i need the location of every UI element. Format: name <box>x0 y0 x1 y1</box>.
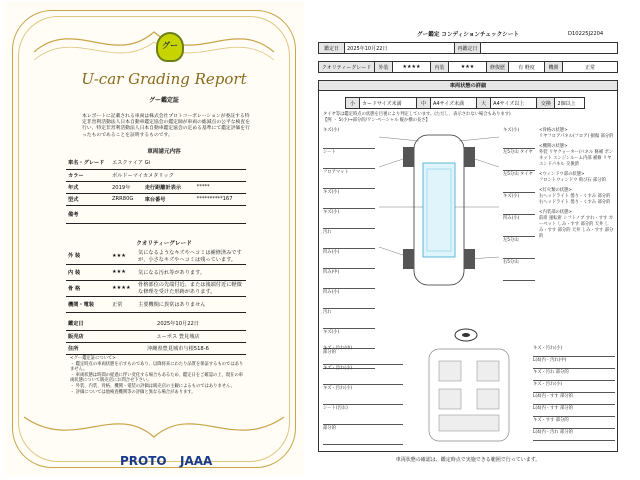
car-top-view-diagram <box>379 127 499 297</box>
steering-wheel-icon <box>453 327 479 343</box>
table-row: カラー ボルドーマイカメタリック <box>66 169 246 181</box>
certificate-notes: <グー鑑定証について> ・ 鑑定時点の車両状態を示すものであり、以降将来にわたり品質を保証するものではありません。 ・ 車両状態は時間の経過に伴い変化する場合もあるため、鑑定日をご確認の上、現在の車両状態について販売店にお問合せ下さい。 ・ 外装、内装、骨格、機関・電装の評価は販売店の主観によるものではありません。 ・ 評価については他検査機関等の評価と異なる場合があります。 <box>70 356 244 395</box>
table-row: 型式 ZRR80G 車台番号 **********167 <box>66 193 246 205</box>
interior-right-labels: キズ・汚れ(小) L(4)内・汚れ(中) キズ・汚れ 部分的 キズ・汚れ(小) L(4)内・すす 部分的 L(4)内・すす 部分的 キズ・すす 部分的 L(4)内・汚れ 部分的 <box>533 345 615 441</box>
table-row: 鑑定日 2025年10月22日 <box>66 318 246 330</box>
certificate-title: U-car Grading Report <box>81 70 247 88</box>
quality-section-title: クオリティーグレード <box>136 241 192 247</box>
table-row: 年式 2019年 走行距離計表示 ***** <box>66 181 246 193</box>
condition-side-notes: <骨格の状態> リヤフロアパネル(フロア) 損傷 部分的 <機関の状態> 外装 リヤクォーター/パネル 修補 ボンネット エンジンルーム内部 補修 リヤエンドパネル 交換済 <ウィンドウ部の状態> フロントウィンドウ 飛び石 部分的 <灯火類の状態> 右ヘッドライト 曇り・くすみ 部分的 右ヘッドライト 曇り・くすみ 部分的 <内装部の状態> 前席 運転席 シフトノブ すれ・すす カーペット しみ・すす 部分的 天井 しみ・すす 部分的 天井 しみ・すす 部分的 <box>539 128 614 239</box>
table-row: 内 装 ★★★ 気になる汚れ等があります。 <box>66 264 246 280</box>
dealer-info-table <box>66 318 246 355</box>
left-damage-labels: キズ(小) シート フロアマット キズ(小) キズ(小) 汚れ 凹み(小) 凹み(中) 凹み(小) 汚れ キズ(小) 部分的 <box>323 127 375 369</box>
goo-seal-logo: グー <box>156 32 184 62</box>
vehicle-condition-box <box>318 80 618 452</box>
damage-header: 車両状態の詳細 <box>319 81 617 91</box>
legend-note: タイヤ等は鑑定時点の状態を目視により判定しています。(ただし、表示されない場合もあります) <box>323 112 511 117</box>
proto-logo: PROTO <box>120 454 167 468</box>
table-row: 鑑定日 2025年10月22日 再鑑定日 <box>319 43 618 54</box>
ribbon-ornament <box>14 12 294 72</box>
table-row: 車名・グレード エスクァイア Gi <box>66 157 246 169</box>
table-row: クオリティーグレード 外装 ★★★★ 内装 ★★★ 修復歴 有 軽度 機関 正常 <box>319 62 618 73</box>
grading-certificate <box>4 2 304 476</box>
sheet-doc-id: D10225J2204 <box>568 31 604 37</box>
jaaa-logo: JAAA <box>180 454 213 468</box>
damage-legend <box>345 97 585 109</box>
quality-grade-table <box>66 248 246 313</box>
quality-grade-row <box>318 61 618 73</box>
table-row: 販売店 ユーポス 豊見城店 <box>66 330 246 342</box>
table-row: 小 カードサイズ未満 中 A4サイズ未満 大 A4サイズ以上 交換 2個以上 <box>346 98 585 109</box>
table-row: 骨 格 ★★★★ 骨格部位の先端付近、または後端付近に軽微な修理を受けた形跡があります。 <box>66 280 246 296</box>
certificate-subtitle: グー鑑定証 <box>148 97 179 104</box>
legend-note-example: 【例 ・ 5(小)→部分的/ワン-ペーシャル 縦か横の長さ】 <box>323 118 430 123</box>
table-row: 住所 沖縄県豊見城市与根518-6 <box>66 342 246 354</box>
right-damage-labels: キズ(小) 左5分山 タイヤ 左5分山 タイヤ キズ(小) 凹み(小) 左5分山 右5分山 <box>503 127 535 281</box>
table-row: 機関・電装 正常 主要機関に異常はありません <box>66 296 246 312</box>
car-interior-diagram <box>409 345 529 445</box>
vehicle-section-title: 車両請元内容 <box>147 149 181 155</box>
condition-check-sheet <box>300 2 636 476</box>
table-row: 外 装 ★★★ 気になるようなキズやヘコミは補修済みですが、小さなキズやヘコミは残っています。 <box>66 248 246 264</box>
interior-left-labels: キズ・汚れ(中) キズ・汚れ(小) キズ・汚れ(小) シート(汚れ) 部分的 <box>323 345 403 445</box>
table-row: 備考 <box>66 205 246 223</box>
sheet-footer-note: 車両状態の確認は、鑑定時点で実施できる範囲で行っています。 <box>395 457 541 463</box>
sheet-title: グー鑑定 コンディションチェックシート <box>417 32 519 38</box>
ribbon-ornament-bottom <box>14 397 294 457</box>
certificate-description: 本レポートに記載される車両は株式会社プロトコーポレーションが委託する特定非営利活動法人日本自動車鑑定協会の鑑定師が車両の総減点の公平な検査を行い、特定非営利活動法人日本自動車鑑定協会の定める基準にて鑑定評価を行ったものであることを証明するものです。 <box>82 114 250 138</box>
vehicle-info-table <box>66 157 246 224</box>
date-table <box>318 42 618 54</box>
